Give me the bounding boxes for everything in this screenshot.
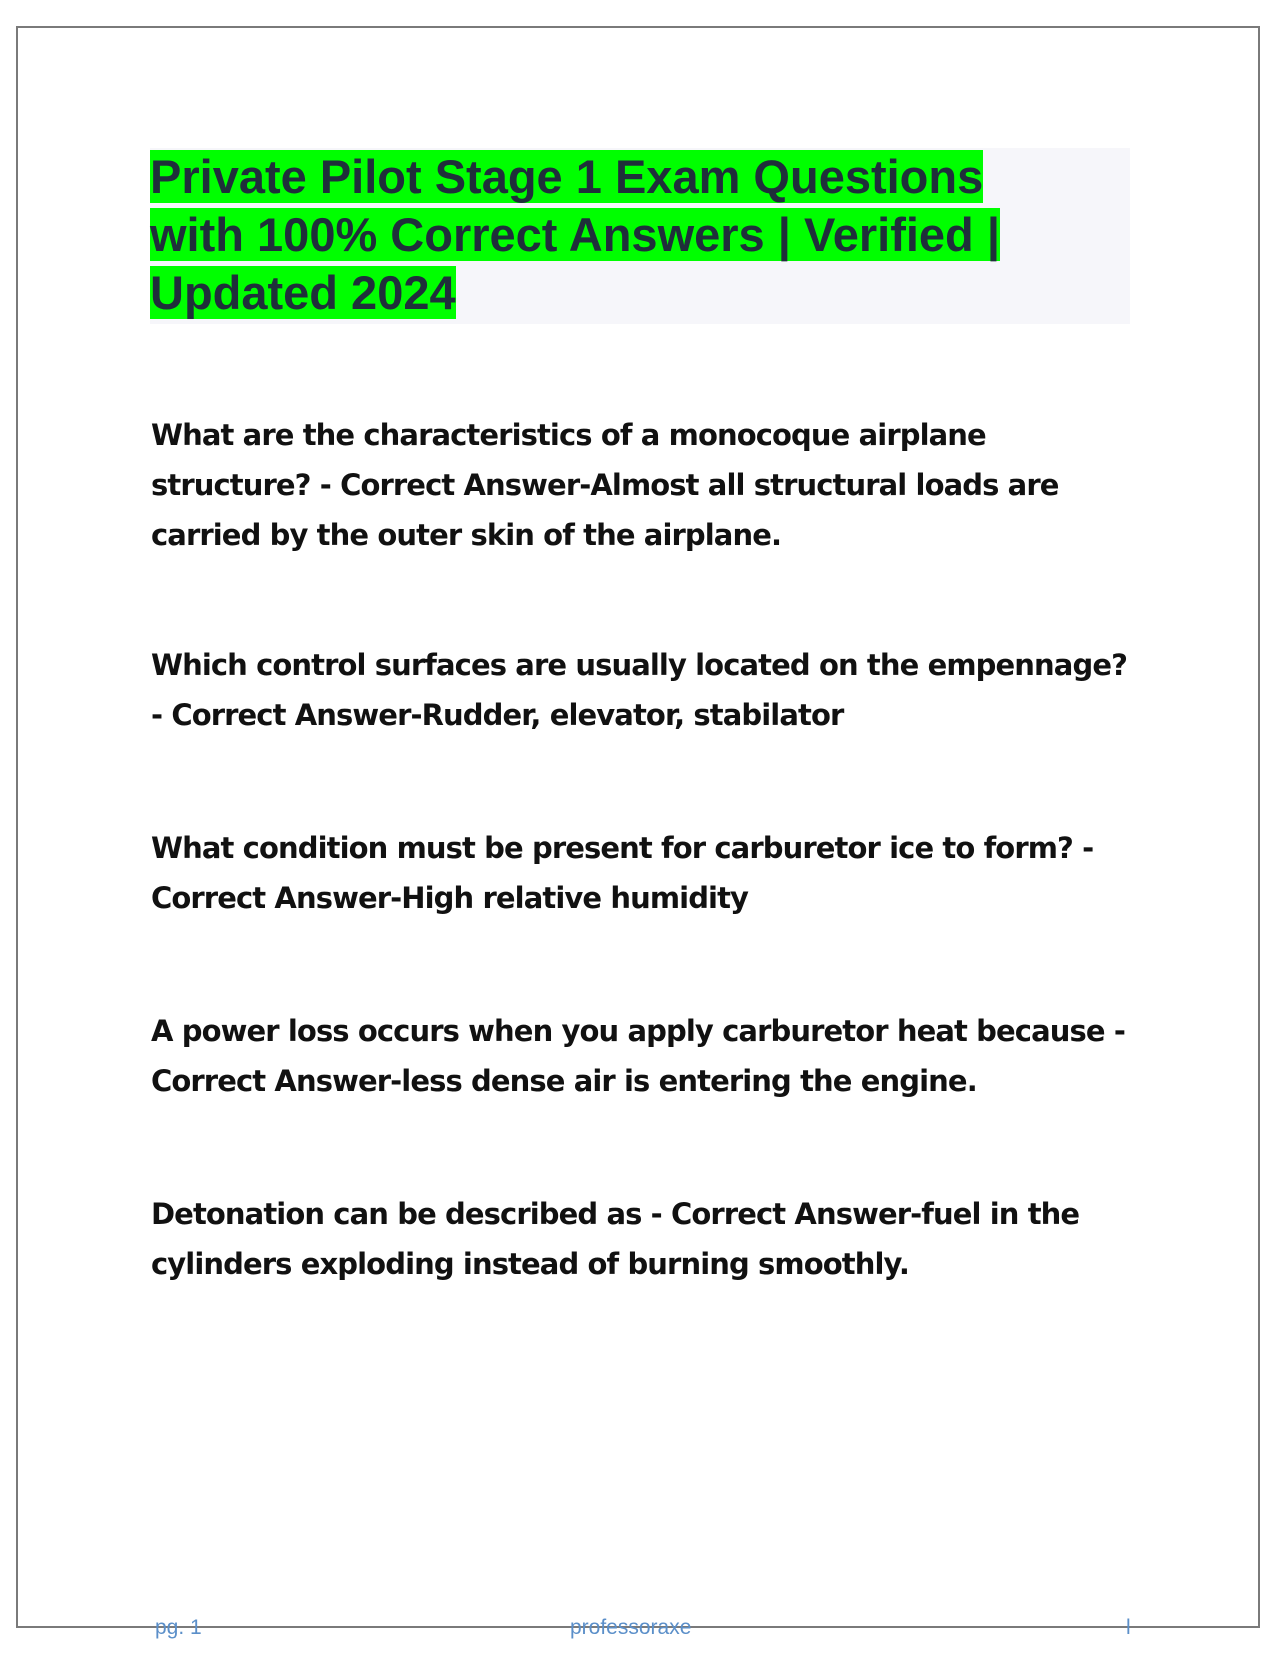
question-answer-1: What are the characteristics of a monocoque airplane structure? - Correct Answer-Almost all structural loads are carried by the outer skin of the airplane. <box>151 418 1059 552</box>
footer-right-mark: l <box>1126 1616 1131 1639</box>
document-title <box>150 148 1090 322</box>
footer-author: professoraxe <box>570 1616 692 1639</box>
question-answer-5: Detonation can be described as - Correct Answer-fuel in the cylinders exploding instead of burning smoothly. <box>151 1197 1080 1281</box>
question-answer-2: Which control surfaces are usually located on the empennage? - Correct Answer-Rudder, elevator, stabilator <box>151 648 1128 732</box>
question-answer-4: A power loss occurs when you apply carburetor heat because - Correct Answer-less dense air is entering the engine. <box>151 1014 1125 1098</box>
question-answer-3: What condition must be present for carburetor ice to form? - Correct Answer-High relative humidity <box>151 831 1094 915</box>
title-highlight: Private Pilot Stage 1 Exam Questions with 100% Correct Answers | Verified | Updated 2024 <box>150 150 1000 319</box>
footer-page-number: pg. 1 <box>155 1616 202 1639</box>
